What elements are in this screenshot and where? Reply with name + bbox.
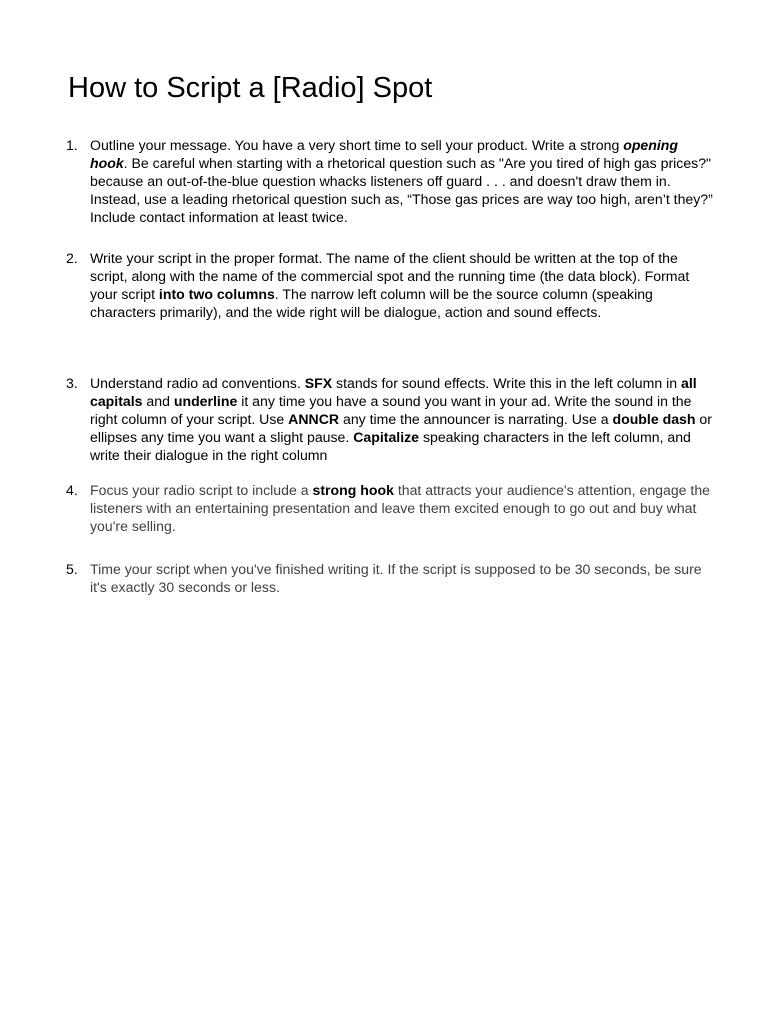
text-segment: any time the announcer is narrating. Use a — [339, 411, 613, 427]
list-number: 1. — [66, 137, 78, 153]
list-item — [66, 560, 716, 596]
text-segment: Write your script in the proper format. The name of the client should be written at the top of the script, along with the name of the commercial spot and the running time (the data block). Format your script — [90, 250, 690, 302]
list-item-text — [90, 249, 716, 321]
emphasis-sfx: SFX — [304, 375, 333, 391]
emphasis-anncr: ANNCR — [288, 411, 340, 427]
text-segment: Time your script when you've finished writing it. If the script is supposed to be 30 seconds, be sure it's exactly 30 seconds or less. — [90, 561, 702, 595]
list-item — [66, 249, 716, 321]
text-segment: or ellipses any time you want a slight pause. — [90, 411, 712, 445]
list-number: 3. — [66, 375, 78, 391]
list-number: 2. — [66, 250, 78, 266]
list-item-text — [90, 374, 716, 464]
list-item — [66, 374, 716, 464]
text-segment: . The narrow left column will be the source column (speaking characters primarily), and the wide right will be dialogue, action and sound effects. — [90, 286, 653, 320]
list-item — [66, 481, 716, 535]
text-segment: stands for sound effects. Write this in the left column in — [332, 375, 681, 391]
text-segment: Focus your radio script to include a — [90, 482, 313, 498]
list-item-text — [90, 481, 716, 535]
emphasis-two-columns: into two columns — [158, 286, 275, 302]
list-item-text — [90, 560, 716, 596]
emphasis-strong-hook: strong hook — [312, 482, 394, 498]
list-item-text — [90, 136, 716, 226]
text-segment: . Be careful when starting with a rhetorical question such as "Are you tired of high gas prices?" because an out-of-the-blue question whacks listeners off guard . . . and doesn't draw them in. Instead, use a leading rhetorical question such as, “Those gas prices are way too high, aren’t they?” Include contact information at least twice. — [90, 155, 713, 225]
text-segment: it any time you have a sound you want in your ad. Write the sound in the right column of your script. Use — [90, 393, 692, 427]
list-number: 4. — [66, 482, 78, 498]
text-segment: speaking characters in the left column, and write their dialogue in the right column — [90, 429, 691, 463]
text-segment: Understand radio ad conventions. — [90, 375, 305, 391]
text-segment: that attracts your audience's attention, engage the listeners with an entertaining presentation and leave them excited enough to go out and buy what you're selling. — [90, 482, 711, 534]
emphasis-double-dash: double dash — [612, 411, 696, 427]
text-segment: and — [142, 393, 174, 409]
page-title: How to Script a [Radio] Spot — [68, 72, 433, 104]
list-number: 5. — [66, 561, 78, 577]
text-segment: Outline your message. You have a very short time to sell your product. Write a strong — [90, 137, 624, 153]
emphasis-underline: underline — [173, 393, 238, 409]
list-item — [66, 136, 716, 226]
emphasis-all-capitals: all capitals — [90, 375, 697, 409]
emphasis-opening-hook: opening hook — [90, 137, 679, 171]
emphasis-capitalize: Capitalize — [353, 429, 420, 445]
